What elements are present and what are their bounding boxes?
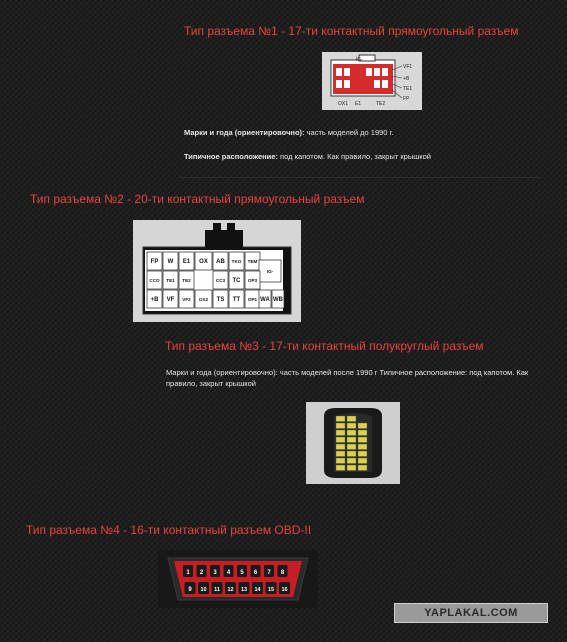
c2-pin-label: TT — [232, 297, 241, 303]
obd-pin-label: 15 — [267, 587, 275, 593]
c3-pin — [336, 458, 345, 464]
c3-pin — [336, 423, 345, 429]
watermark-logo: YAPLAKAL.COM — [394, 603, 548, 623]
c2-pin-label: IG- — [266, 269, 274, 274]
c2-pin-label: +B — [150, 297, 159, 303]
c3-pin — [358, 430, 367, 436]
c2-pin-label: TEM — [247, 259, 258, 264]
c2-pin-label: TE2 — [182, 278, 191, 283]
brands-label: Марки и года (ориентировочно): — [184, 128, 305, 137]
c3-pin — [336, 437, 345, 443]
pin1-b: +B — [403, 76, 410, 82]
c3-pin — [336, 416, 345, 422]
c3-pin — [347, 465, 356, 471]
c3-pin — [336, 465, 345, 471]
section1-brands — [184, 128, 393, 137]
obd-pin-label: 14 — [254, 587, 261, 593]
pin1-fp: FP — [403, 96, 410, 102]
c3-pin — [347, 458, 356, 464]
c3-pin — [336, 430, 345, 436]
obd-pin-label: 3 — [213, 570, 217, 576]
obd-pin-label: 6 — [253, 570, 258, 576]
c3-pin — [347, 423, 356, 429]
c2-pin-label: TE1 — [166, 278, 175, 283]
c3-pin — [358, 458, 367, 464]
obd-pin-label: 8 — [280, 570, 285, 576]
obd-pin-label: 4 — [226, 570, 231, 576]
c2-pin-label: OX2 — [198, 297, 209, 302]
c2-pin-label: TC — [232, 278, 241, 284]
c3-pin — [347, 451, 356, 457]
c3-pin — [336, 451, 345, 457]
c2-pin-label: TS — [216, 297, 225, 303]
obd-pin-label: 1 — [186, 570, 190, 576]
c2-pin-label: E1 — [182, 259, 191, 265]
c2-pin-label: CCO — [149, 278, 160, 283]
c3-pin — [347, 437, 356, 443]
pin1-te1: TE1 — [403, 86, 413, 92]
obd-pin-label: 2 — [199, 570, 204, 576]
location-label: Типичное расположение: — [184, 152, 278, 161]
c2-pin-label: CC3 — [215, 278, 226, 283]
connector1-image — [322, 52, 422, 110]
c2-pin-label: OX — [199, 259, 208, 265]
c3-pin — [358, 444, 367, 450]
section4-title: Тип разъема №4 - 16-ти контактный разъем OBD-II — [26, 523, 312, 537]
c3-pin — [358, 437, 367, 443]
c2-pin-label: VF — [166, 297, 175, 303]
c3-pin — [336, 444, 345, 450]
obd-pin-label: 11 — [214, 587, 220, 593]
pin1-e1: E1 — [355, 101, 362, 107]
c2-pin-label: W — [167, 259, 174, 265]
c3-pin — [358, 451, 367, 457]
c2-pin-label: OP1 — [247, 297, 258, 302]
brands-value: часть моделей до 1990 г. — [304, 128, 394, 137]
obd-pin-label: 13 — [240, 587, 248, 593]
pin1-ig: IG- — [356, 57, 363, 63]
c2-pin-label: OP3 — [247, 278, 258, 283]
c2-pin-label: WB — [273, 297, 283, 303]
pin1-te2: TE2 — [376, 101, 386, 107]
obd-pin-label: 12 — [227, 587, 234, 593]
pin1-vf1: VF1 — [403, 64, 413, 70]
obd-pin-label: 16 — [281, 587, 288, 593]
c2-pin-label: AB — [216, 259, 225, 265]
obd-pin-label: 9 — [188, 587, 192, 593]
connector2-grid — [147, 252, 284, 308]
obd2-connector-image — [158, 550, 318, 608]
obd-pin-label: 7 — [267, 570, 271, 576]
section3-text: Марки и года (ориентировочно): часть моделей после 1990 г Типичное расположение: под капотом. Как правило, закрыт крышкой — [166, 368, 529, 388]
connector3-image — [306, 402, 400, 484]
section1-title: Тип разъема №1 - 17-ти контактный прямоугольный разъем — [184, 24, 519, 38]
c2-pin-label: WA — [260, 297, 270, 303]
c3-pin — [347, 430, 356, 436]
obd-pin-label: 5 — [240, 570, 244, 576]
c2-pin-label: FP — [150, 259, 159, 265]
obd-pin-label: 10 — [200, 587, 207, 593]
location-value: под капотом. Как правило, закрыт крышкой — [277, 152, 431, 161]
c3-pin — [347, 416, 356, 422]
c3-pin — [347, 444, 356, 450]
c3-pin — [358, 465, 367, 471]
section1-location — [184, 152, 431, 161]
c2-pin-label: TKO — [231, 259, 242, 264]
divider — [180, 177, 540, 178]
pin1-ox1: OX1 — [338, 101, 349, 107]
section3-title: Тип разъема №3 - 17-ти контактный полукруглый разъем — [165, 339, 484, 353]
c2-pin-label: VF2 — [182, 297, 191, 302]
connector2-image — [133, 220, 301, 322]
section2-title: Тип разъема №2 - 20-ти контактный прямоугольный разъем — [30, 192, 365, 206]
c3-pin — [358, 423, 367, 429]
